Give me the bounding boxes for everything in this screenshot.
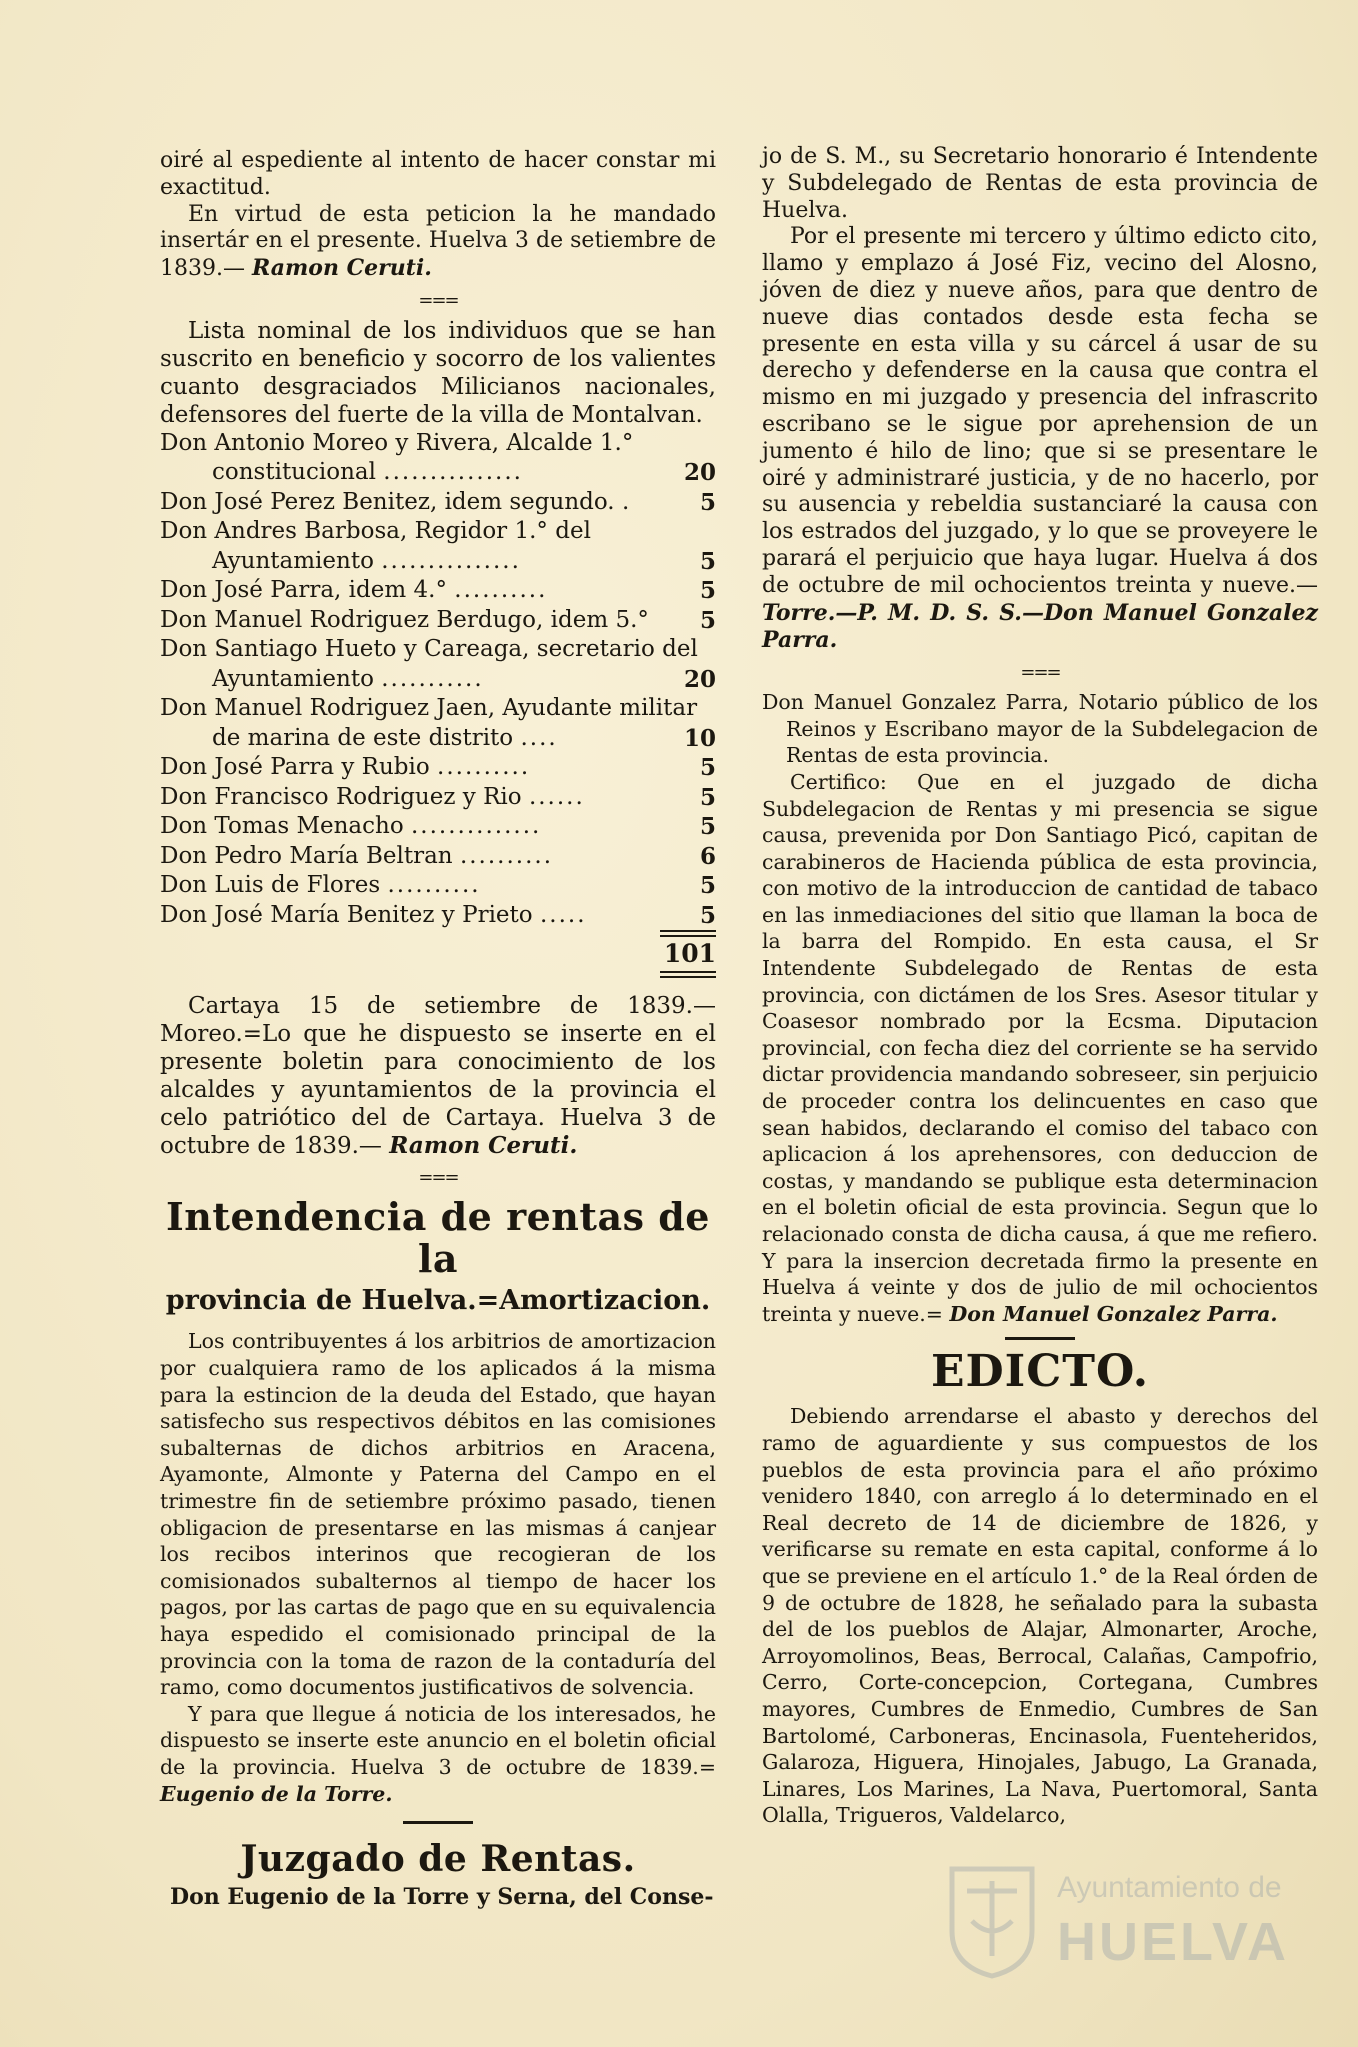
- donor-name: Don Manuel Rodriguez Berdugo, idem 5.°: [160, 606, 649, 633]
- donor-line: [160, 517, 706, 576]
- donor-line: [160, 812, 706, 842]
- donor-amount: 5: [699, 754, 716, 782]
- leader-dots: ..........: [454, 577, 548, 604]
- donor-amount: 5: [699, 783, 716, 811]
- right-column: [762, 144, 1318, 1829]
- paragraph: Por el presente mi tercero y último edicto cito, llamo y emplazo á José Fiz, vecino del Alosno, jóven de diez y nueve años, para que dentro de nueve dias contados desde esta fecha se presente en esta villa y su cárcel á usar de su derecho y defenderse en la causa que contra el mismo en mi juzgado y presencia del infrascrito escribano se le sigue por aprehension de un jumento é hilo de lino; que si se presentare le oiré y administraré justicia, y de no hacerlo, por su ausencia y rebeldia sustanciaré la causa con los estrados del juzgado, y lo que se proveyere le parará el perjuicio que haya lugar. Huelva á dos de octubre de mil ochocientos treinta y nueve.— Torre.—P. M. D. S. S.—Don Manuel Gonzalez Parra.: [762, 224, 1318, 654]
- donor-amount: 5: [699, 577, 716, 605]
- leader-dots: .: [621, 488, 632, 515]
- donor-name: Don Andres Barbosa, Regidor 1.° del Ayuntamiento: [160, 518, 591, 574]
- donor-line: [160, 635, 706, 694]
- donor-name: Don José Parra y Rubio: [160, 754, 430, 781]
- paragraph: jo de S. M., su Secretario honorario é Intendente y Subdelegado de Rentas de esta provincia de Huelva.: [762, 144, 1318, 223]
- paragraph: Don Manuel Gonzalez Parra, Notario público de los Reinos y Escribano mayor de la Subdelegacion de Rentas de esta provincia.: [762, 690, 1318, 768]
- donor-line: [160, 429, 706, 488]
- separator: ===: [418, 289, 458, 311]
- coat-of-arms-icon: [942, 1861, 1042, 1981]
- donor-line: [160, 871, 706, 901]
- donor-list-item: [160, 783, 716, 813]
- donor-amount: 6: [699, 842, 716, 870]
- paragraph: Y para que llegue á noticia de los interesados, he dispuesto se inserte este anuncio en el boletin oficial de la provincia. Huelva 3 de octubre de 1839.= Eugenio de la Torre.: [160, 1701, 716, 1806]
- donor-list-item: [160, 429, 716, 488]
- donor-amount: 5: [699, 813, 716, 841]
- donor-amount: 10: [683, 724, 716, 752]
- donor-name: Don José María Benitez y Prieto: [160, 901, 533, 928]
- leader-dots: ....: [520, 724, 558, 751]
- donor-list-item: [160, 576, 716, 606]
- signature: Torre.—P. M. D. S. S.—Don Manuel Gonzalez Parra.: [762, 599, 1318, 654]
- total-rule: [660, 971, 716, 978]
- donor-list-item: [160, 488, 716, 518]
- separator: [1005, 1337, 1075, 1340]
- leader-dots: .....: [539, 901, 587, 928]
- donor-list: [160, 429, 716, 931]
- paragraph: Los contribuyentes á los arbitrios de amortizacion por cualquiera ramo de los aplicados á la misma para la estincion de la deuda del Estado, que hayan satisfecho sus respectivos débitos en las comisiones subalternas de dichos arbitrios en Aracena, Ayamonte, Almonte y Paterna del Campo en el trimestre fin de setiembre próximo pasado, tienen obligacion de presentarse en las mismas á canjear los recibos interinos que recogieran de los comisionados subalternos al tiempo de hacer los pagos, por las cartas de pago que en su equivalencia haya espedido el comisionado principal de la provincia con la toma de razon de la contaduría del ramo, como documentos justificativos de solvencia.: [160, 1329, 716, 1700]
- donor-name: Don Santiago Hueto y Careaga, secretario del Ayuntamiento: [160, 636, 698, 692]
- donor-amount: 5: [699, 488, 716, 516]
- paragraph: oiré al espediente al intento de hacer constar mi exactitud.: [160, 148, 716, 200]
- donor-line: [160, 694, 706, 753]
- donor-list-item: [160, 871, 716, 901]
- donor-amount: 5: [699, 547, 716, 575]
- donor-line: [160, 753, 706, 783]
- donor-line: [160, 606, 706, 636]
- donor-name: Don Pedro María Beltran: [160, 842, 453, 869]
- list-intro: Lista nominal de los individuos que se han suscrito en beneficio y socorro de los valientes cuanto desgraciados Milicianos nacionales, defensores del fuerte de la villa de Montalvan.: [160, 317, 716, 428]
- separator: ===: [418, 1167, 458, 1189]
- paragraph: Debiendo arrendarse el abasto y derechos del ramo de aguardiente y sus compuestos de los pueblos de esta provincia para el año próximo venidero 1840, con arreglo á lo determinado en el Real decreto de 14 de diciembre de 1826, y verificarse su remate en esta capital, conforme á lo que se previene en el artículo 1.° de la Real órden de 9 de octubre de 1828, he señalado para la subasta del de los pueblos de Alajar, Almonarter, Aroche, Arroyomolinos, Beas, Berrocal, Calañas, Campofrio, Cerro, Corte-concepcion, Cortegana, Cumbres mayores, Cumbres de Enmedio, Cumbres de San Bartolomé, Carboneras, Encinasola, Fuenteheridos, Galaroza, Higuera, Hinojales, Jabugo, La Granada, Linares, Los Marines, La Nava, Puertomoral, Santa Olalla, Trigueros, Valdelarco,: [762, 1404, 1318, 1828]
- section-heading: Intendencia de rentas de la: [166, 1194, 710, 1282]
- donor-name: Don Luis de Flores: [160, 872, 381, 899]
- leader-dots: ..........: [459, 842, 554, 869]
- separator: [403, 1821, 473, 1824]
- list-total: 101: [663, 939, 716, 969]
- donor-list-item: [160, 606, 716, 636]
- donor-amount: 20: [683, 665, 716, 693]
- signature: Ramon Ceruti.: [389, 1132, 578, 1160]
- donor-list-item: [160, 517, 716, 576]
- donor-name: Don José Perez Benitez, idem segundo.: [160, 488, 615, 515]
- donor-list-item: [160, 694, 716, 753]
- signature: Eugenio de la Torre.: [160, 1781, 393, 1806]
- section-subheading: provincia de Huelva.=Amortizacion.: [165, 1285, 711, 1317]
- separator: ===: [1020, 662, 1060, 684]
- donor-list-item: [160, 901, 716, 931]
- leader-dots: ..........: [437, 754, 531, 781]
- leader-dots: ..............: [411, 813, 542, 840]
- signature: Ramon Ceruti.: [251, 255, 432, 282]
- watermark: [942, 1861, 1322, 2011]
- leader-dots: ..........: [387, 872, 481, 899]
- edicto-heading: EDICTO.: [930, 1346, 1150, 1398]
- donor-list-item: [160, 753, 716, 783]
- donor-list-item: [160, 812, 716, 842]
- donor-name: Don José Parra, idem 4.°: [160, 577, 447, 604]
- donor-line: [160, 842, 706, 872]
- donor-name: Don Tomas Menacho: [160, 813, 404, 840]
- donor-list-item: [160, 635, 716, 694]
- left-column: [160, 148, 716, 1911]
- donor-name: Don Manuel Rodriguez Jaen, Ayudante militar de marina de este distrito: [160, 695, 698, 751]
- leader-dots: ...............: [381, 547, 521, 574]
- paragraph: Don Eugenio de la Torre y Serna, del Conse-: [170, 1884, 714, 1911]
- paragraph: Cartaya 15 de setiembre de 1839.— Moreo.=Lo que he dispuesto se inserte en el presente boletin para conocimiento de los alcaldes y ayuntamientos de la provincia el celo patriótico del de Cartaya. Huelva 3 de octubre de 1839.— Ramon Ceruti.: [160, 993, 716, 1160]
- section-heading: Juzgado de Rentas.: [240, 1838, 636, 1881]
- total-rule: [660, 930, 716, 937]
- donor-amount: 20: [683, 459, 716, 487]
- paragraph: En virtud de esta peticion la he mandado insertár en el presente. Huelva 3 de setiembre de 1839.— Ramon Ceruti.: [160, 201, 716, 282]
- donor-name: Don Francisco Rodriguez y Rio: [160, 783, 522, 810]
- donor-name: Don Antonio Moreo y Rivera, Alcalde 1.° constitucional: [160, 429, 634, 486]
- leader-dots: ......: [528, 783, 585, 810]
- donor-line: [160, 783, 706, 813]
- watermark-line1: Ayuntamiento de: [1057, 1871, 1282, 1904]
- donor-line: [160, 488, 706, 518]
- signature: Don Manuel Gonzalez Parra.: [949, 1301, 1278, 1326]
- paragraph: Certifico: Que en el juzgado de dicha Subdelegacion de Rentas y mi presencia se sigue causa, prevenida por Don Santiago Picó, capitan de carabineros de Hacienda pública de esta provincia, con motivo de la introduccion de cantidad de tabaco en las inmediaciones del sitio que llaman la boca de la barra del Rompido. En esta causa, el Sr Intendente Subdelegado de Rentas de esta provincia, con dictámen de los Sres. Asesor titular y Coasesor nombrado por la Ecsma. Diputacion provincial, con fecha diez del corriente se ha servido dictar providencia mandando sobreseer, sin perjuicio de proceder contra los delincuentes en caso que sean habidos, declarando el comiso del tabaco con aplicacion á los aprehensores, con deduccion de costas, y mandando se publique esta determinacion en el boletin oficial de esta provincia. Segun que lo relacionado consta de dicha causa, á que me refiero. Y para la insercion decretada firmo la presente en Huelva á veinte y dos de julio de mil ochocientos treinta y nueve.= Don Manuel Gonzalez Parra.: [762, 769, 1318, 1326]
- watermark-line2: HUELVA: [1057, 1912, 1289, 1972]
- donor-line: [160, 576, 706, 606]
- leader-dots: ...........: [381, 665, 484, 692]
- donor-amount: 5: [699, 872, 716, 900]
- donor-amount: 5: [699, 606, 716, 634]
- donor-line: [160, 901, 706, 931]
- donor-amount: 5: [699, 901, 716, 929]
- leader-dots: ...............: [383, 459, 523, 486]
- donor-list-item: [160, 842, 716, 872]
